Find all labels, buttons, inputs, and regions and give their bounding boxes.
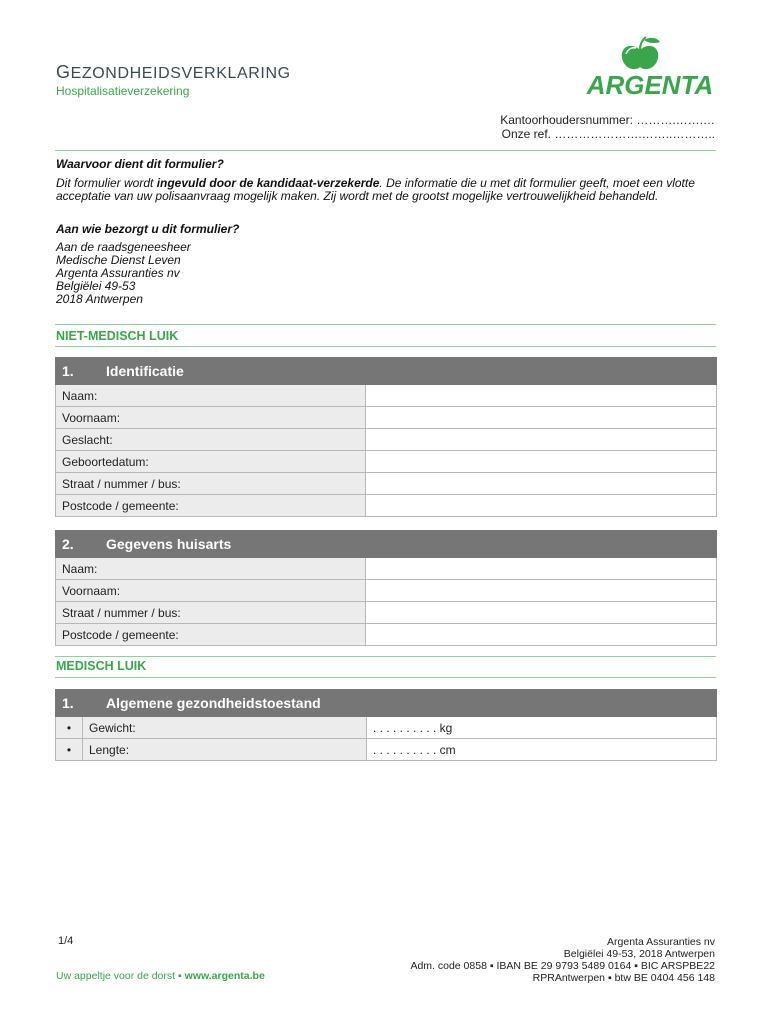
divider: [55, 677, 716, 678]
divider: [55, 150, 716, 151]
footer-adm: Adm. code 0858 ▪ IBAN BE 29 9793 5489 0164 ▪ BIC ARSPBE22: [410, 960, 715, 972]
field-label-straat: Straat / nummer / bus:: [56, 473, 366, 495]
section-title-niet-medisch: NIET-MEDISCH LUIK: [56, 329, 179, 343]
table-row: [56, 717, 717, 739]
table-row: [56, 739, 717, 761]
header-cell: [56, 531, 717, 558]
table-header: [56, 690, 717, 717]
section-heading: Algemene gezondheidstoestand: [106, 695, 321, 711]
field-label-geslacht: Geslacht:: [56, 429, 366, 451]
table-row: [56, 624, 717, 646]
apple-icon: [622, 37, 660, 69]
field-label-geboortedatum: Geboortedatum:: [56, 451, 366, 473]
address-line: 2018 Antwerpen: [56, 292, 143, 306]
address-line: Medische Dienst Leven: [56, 253, 181, 267]
kantoorhoudersnummer: Kantoorhoudersnummer: ……….…….…: [500, 113, 715, 127]
field-input-postcode[interactable]: [366, 495, 717, 517]
divider: [55, 346, 716, 347]
field-label-gewicht: Gewicht:: [83, 717, 367, 739]
question-purpose: Waarvoor dient dit formulier?: [56, 157, 224, 171]
table-row: [56, 602, 717, 624]
recipient-address: [56, 241, 716, 306]
algemeen-table: [55, 689, 717, 761]
title-initial: G: [56, 62, 71, 82]
table-row: [56, 429, 717, 451]
footer-company: Argenta Assuranties nv: [607, 936, 715, 948]
section-number: 1.: [62, 363, 74, 379]
purpose-text: [56, 177, 716, 203]
section-heading: Identificatie: [106, 363, 184, 379]
field-label-naam: Naam:: [56, 385, 366, 407]
bullet: •: [56, 717, 83, 739]
field-label-lengte: Lengte:: [83, 739, 367, 761]
purpose-text-pre: Dit formulier wordt: [56, 176, 157, 190]
bullet: •: [56, 739, 83, 761]
field-label-postcode: Postcode / gemeente:: [56, 495, 366, 517]
field-label-voornaam: Voornaam:: [56, 407, 366, 429]
logo-wordmark: ARGENTA: [586, 70, 714, 100]
field-input-naam[interactable]: [366, 385, 717, 407]
address-line: Belgiëlei 49-53: [56, 279, 136, 293]
table-header: [56, 531, 717, 558]
header-cell: [56, 690, 717, 717]
purpose-text-post: . De informatie die u met dit formulier geeft, moet een vlotte acceptatie van uw polisaanvraag mogelijk maken. Zij wordt met de grootst mogelijke vertrouwelijkheid behandeld.: [56, 176, 695, 203]
table-header: [56, 358, 717, 385]
separator: ▪: [178, 970, 182, 982]
field-input-huisarts-straat[interactable]: [366, 602, 717, 624]
field-input-geboortedatum[interactable]: [366, 451, 717, 473]
section-number: 1.: [62, 695, 74, 711]
field-input-gewicht[interactable]: . . . . . . . . . . kg: [367, 717, 717, 739]
field-input-huisarts-voornaam[interactable]: [366, 580, 717, 602]
field-label-voornaam: Voornaam:: [56, 580, 366, 602]
table-row: [56, 385, 717, 407]
section-title-medisch: MEDISCH LUIK: [56, 659, 147, 673]
footer-rpr: RPRAntwerpen ▪ btw BE 0404 456 148: [532, 972, 715, 984]
field-input-geslacht[interactable]: [366, 429, 717, 451]
address-line: Aan de raadsgeneesheer: [56, 240, 191, 254]
address-line: Argenta Assuranties nv: [56, 266, 180, 280]
section-heading: Gegevens huisarts: [106, 536, 232, 552]
table-row: [56, 407, 717, 429]
table-row: [56, 473, 717, 495]
slogan-text: Uw appeltje voor de dorst: [56, 970, 176, 982]
website-link[interactable]: www.argenta.be: [184, 970, 265, 982]
purpose-text-bold: ingevuld door de kandidaat-verzekerde: [156, 176, 380, 190]
field-input-huisarts-postcode[interactable]: [366, 624, 717, 646]
page-subtitle: Hospitalisatieverzekering: [56, 84, 190, 98]
argenta-logo: [580, 34, 720, 100]
onze-ref: Onze ref. ………………….……..………..: [501, 127, 715, 141]
page-number: 1/4: [58, 935, 74, 947]
field-label-straat: Straat / nummer / bus:: [56, 602, 366, 624]
divider: [55, 656, 716, 657]
table-row: [56, 558, 717, 580]
huisarts-table: [55, 530, 717, 646]
field-input-straat[interactable]: [366, 473, 717, 495]
field-label-naam: Naam:: [56, 558, 366, 580]
footer-address: Belgiëlei 49-53, 2018 Antwerpen: [563, 948, 715, 960]
table-row: [56, 495, 717, 517]
table-row: [56, 451, 717, 473]
header-cell: [56, 358, 717, 385]
section-number: 2.: [62, 536, 74, 552]
page-title: [56, 62, 291, 83]
divider: [55, 324, 716, 325]
field-label-postcode: Postcode / gemeente:: [56, 624, 366, 646]
question-recipient: Aan wie bezorgt u dit formulier?: [56, 222, 240, 236]
field-input-lengte[interactable]: . . . . . . . . . . cm: [367, 739, 717, 761]
field-input-huisarts-naam[interactable]: [366, 558, 717, 580]
footer-slogan: [56, 970, 265, 982]
title-rest: EZONDHEIDSVERKLARING: [70, 65, 291, 82]
identificatie-table: [55, 357, 717, 517]
table-row: [56, 580, 717, 602]
field-input-voornaam[interactable]: [366, 407, 717, 429]
